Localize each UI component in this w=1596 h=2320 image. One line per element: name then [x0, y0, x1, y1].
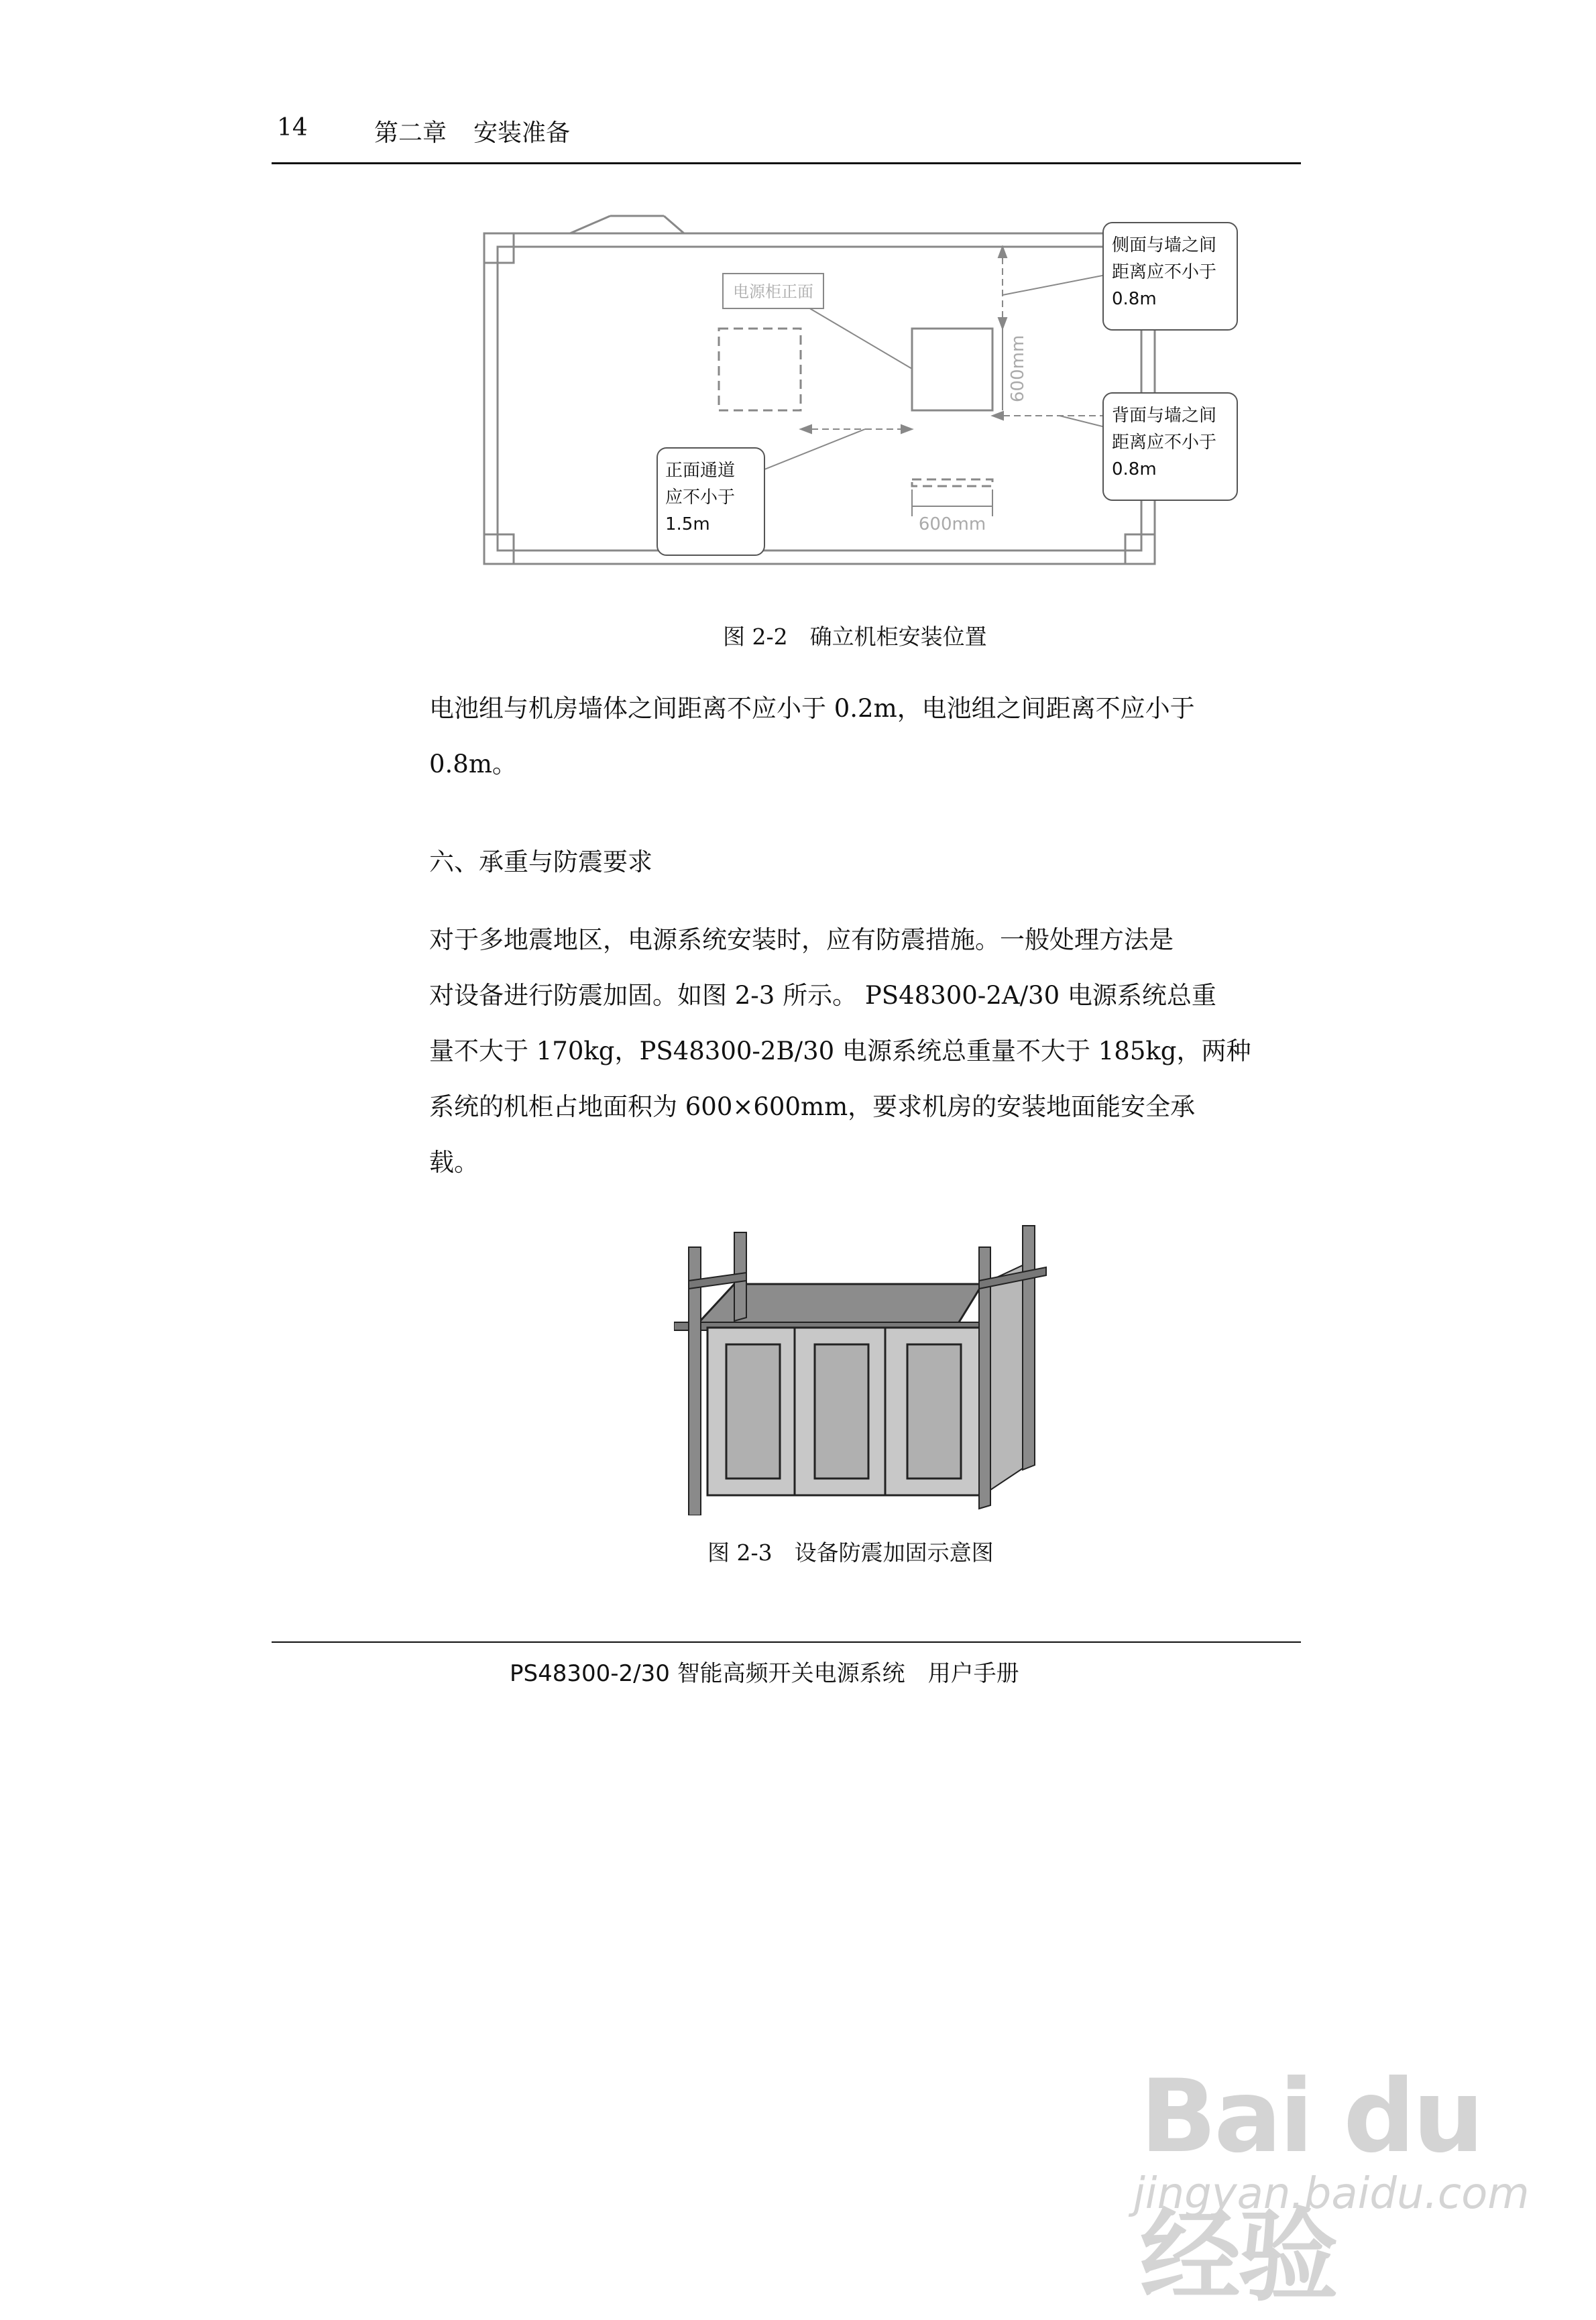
chapter-label: 第二章	[374, 119, 447, 147]
page-number: 14	[277, 114, 308, 141]
side-note-line-1: 侧面与墙之间	[1112, 235, 1217, 255]
figure-2-3-caption: 图 2-3 设备防震加固示意图	[707, 1540, 994, 1566]
back-note-line-3: 0.8m	[1112, 459, 1157, 479]
aisle-note-line-1: 正面通道	[665, 461, 736, 481]
front-label: 电源柜正面	[733, 282, 813, 301]
corner-column	[1125, 534, 1155, 564]
paragraph-line: 对设备进行防震加固。如图 2-3 所示。 PS48300-2A/30 电源系统总重	[429, 981, 1216, 1010]
back-note-line-2: 距离应不小于	[1112, 432, 1217, 453]
header-rule	[272, 162, 1301, 164]
figure-2-2-caption: 图 2-2 确立机柜安装位置	[723, 624, 987, 650]
aisle-note-line-2: 应不小于	[665, 487, 736, 508]
footer-model: PS48300-2/30	[510, 1660, 670, 1687]
back-note-line-1: 背面与墙之间	[1112, 406, 1217, 426]
right-post-rear	[1023, 1226, 1035, 1470]
door-window	[907, 1344, 961, 1478]
baidu-jingyan-watermark-logo: Bai du 经验	[1140, 2058, 1482, 2315]
paragraph-line: 电池组与机房墙体之间距离不应小于 0.2m，电池组之间距离不应小于	[429, 694, 1195, 723]
paragraph-seismic	[429, 912, 1301, 1190]
paragraph-battery-clearance	[429, 681, 1301, 792]
section-title: 安装准备	[473, 119, 571, 147]
corner-column	[484, 233, 514, 263]
footer-rule	[272, 1641, 1301, 1643]
paragraph-line: 对于多地震地区，电源系统安装时，应有防震措施。一般处理方法是	[429, 925, 1174, 954]
width-dimension: 600mm	[918, 514, 986, 534]
dashed-cabinet	[719, 329, 801, 410]
watermark-url: jingyan.baidu.com	[1133, 2169, 1530, 2219]
side-note-line-2: 距离应不小于	[1112, 262, 1217, 282]
section-heading: 六、承重与防震要求	[429, 848, 652, 876]
depth-dimension: 600mm	[1008, 335, 1028, 402]
paragraph-line: 0.8m。	[429, 750, 517, 778]
paragraph-line: 量不大于 170kg，PS48300-2B/30 电源系统总重量不大于 185kg，两种	[429, 1037, 1251, 1065]
corner-column	[484, 534, 514, 564]
footer	[510, 1655, 1019, 1688]
figure-2-2-diagram	[469, 208, 1261, 583]
paragraph-line: 系统的机柜占地面积为 600×600mm，要求机房的安装地面能安全承	[429, 1092, 1196, 1121]
door-swing	[570, 216, 610, 233]
footer-title: 智能高频开关电源系统 用户手册	[677, 1660, 1019, 1687]
door-window	[815, 1344, 868, 1478]
door-window	[726, 1344, 780, 1478]
aisle-note-line-3: 1.5m	[665, 514, 710, 534]
power-cabinet	[912, 329, 992, 410]
figure-2-3-diagram	[674, 1220, 1056, 1515]
paragraph-line: 载。	[429, 1148, 479, 1177]
side-note-line-3: 0.8m	[1112, 289, 1157, 309]
